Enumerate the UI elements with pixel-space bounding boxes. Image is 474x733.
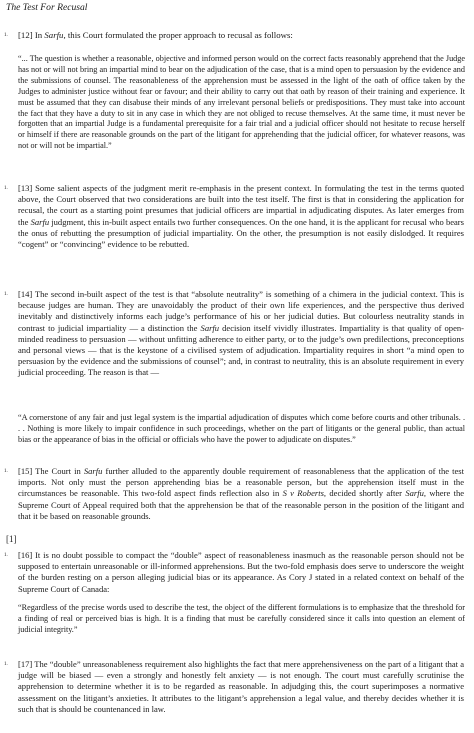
paragraph-text: [15] The Court in Sarfu further alluded to the apparently double requirement of reasonableness that the application of the test imports. Not only must the person apprehending bias be a reasonable person, but the apprehension itself must in the circumstances be reasonable. This two-fold aspect finds reflection also in S v Roberts, decided shortly after Sarfu, where the Supreme Court of Appeal required both that the apprehension be that of the reasonable person in the position of the litigant and that it be based on reasonable grounds. xyxy=(18,466,465,521)
paragraph-14 xyxy=(4,289,464,379)
paragraph-text: [17] The “double” unreasonableness requirement also highlights the fact that mere apprehensiveness on the part of a litigant that a judge will be biased — even a strongly and honestly felt anxiety — is not enough. The court must carefully scrutinise the apprehension to determine whether it is to be regarded as reasonable. In adjudging this, the court superimposes a normative assessment on the litigant’s anxieties. It attributes to the litigant’s apprehension a legal value, and thereby decides whether it is such that is should be countenanced in law. xyxy=(18,659,464,714)
paragraph-number: 1. xyxy=(4,33,8,38)
paragraph-16 xyxy=(4,550,464,595)
paragraph-number: 1. xyxy=(4,186,8,191)
paragraph-17 xyxy=(4,659,464,715)
paragraph-12 xyxy=(4,30,464,41)
paragraph-text: [16] It is no doubt possible to compact the “double” aspect of reasonableness inasmuch as the reasonable person should not be supposed to entertain unreasonable or ill-informed apprehensions. But the two-fold emphasis does serve to underscore the weight of the burden resting on a person alleging judicial bias or its appearance. As Cory J stated in a related context on behalf of the Supreme Court of Canada: xyxy=(18,550,464,594)
paragraph-13 xyxy=(4,183,464,250)
paragraph-number: 1. xyxy=(4,553,8,558)
block-quote-cory-j: “Regardless of the precise words used to describe the test, the object of the different formulations is to emphasize that the threshold for a finding of real or perceived bias is high. It is a finding that must be carefully considered since it calls into question an element of judicial integrity.” xyxy=(18,603,465,634)
paragraph-15 xyxy=(4,466,465,522)
paragraph-number: 1. xyxy=(4,292,8,297)
paragraph-text: [12] In Sarfu, this Court formulated the proper approach to recusal as follows: xyxy=(18,30,293,40)
paragraph-number: 1. xyxy=(4,662,8,667)
margin-footnote-marker: [1] xyxy=(6,534,17,544)
block-quote-cornerstone: “A cornerstone of any fair and just legal system is the impartial adjudication of disputes which come before courts and other tribunals. . . . Nothing is more likely to impair confidence in such proceedings, whether on the part of litigants or the general public, than actual bias or the appearance of bias in the official or officials who have the power to adjudicate on disputes.” xyxy=(18,413,465,444)
paragraph-number: 1. xyxy=(4,469,8,474)
paragraph-text: [14] The second in-built aspect of the test is that “absolute neutrality” is something of a chimera in the judicial context. This is because judges are human. They are unavoidably the product of their own life experiences, and the perspective thus derived inevitably and distinctively informs each judge’s performance of his or her judicial duties. But colourless neutrality stands in contrast to judicial impartiality — a distinction the Sarfu decision itself vividly illustrates. Impartiality is that quality of open-minded readiness to persuasion — without unfitting adherence to either party, or to the judge’s own predilections, preconceptions and personal views — that is the keystone of a civilised system of adjudication. Impartiality requires in short “a mind open to persuasion by the evidence and the submissions of counsel”; and, in contrast to neutrality, this is an absolute requirement in every judicial proceeding. The reason is that — xyxy=(18,289,464,378)
block-quote-sarfu: “... The question is whether a reasonable, objective and informed person would on the correct facts reasonably apprehend that the Judge has not or will not bring an impartial mind to bear on the adjudication of the case, that is a mind open to persuasion by the evidence and the submissions of counsel. The reasonableness of the apprehension must be assessed in the light of the oath of office taken by the Judges to administer justice without fear or favour; and their ability to carry out that oath by reason of their training and experience. It must be assumed that they can disabuse their minds of any irrelevant personal beliefs or predispositions. They must take into account the fact that they have a duty to sit in any case in which they are not obliged to recuse themselves. At the same time, it must never be forgotten that an impartial Judge is a fundamental prerequisite for a fair trial and a judicial officer should not hesitate to recuse herself or himself if there are reasonable grounds on the part of the litigant for apprehending that the judicial officer, for whatever reasons, was not or will not be impartial.” xyxy=(18,54,465,151)
paragraph-text: [13] Some salient aspects of the judgment merit re-emphasis in the present context. In formulating the test in the terms quoted above, the Court observed that two considerations are built into the test itself. The first is that in considering the application for recusal, the court as a starting point presumes that judicial officers are impartial in adjudicating disputes. As later emerges from the Sarfu judgment, this in-built aspect entails two further consequences. On the one hand, it is the applicant for recusal who bears the onus of rebutting the presumption of judicial impartiality. On the other, the presumption is not easily dislodged. It requires “cogent” or “convincing” evidence to be rebutted. xyxy=(18,183,464,250)
running-title: The Test For Recusal xyxy=(6,2,88,13)
